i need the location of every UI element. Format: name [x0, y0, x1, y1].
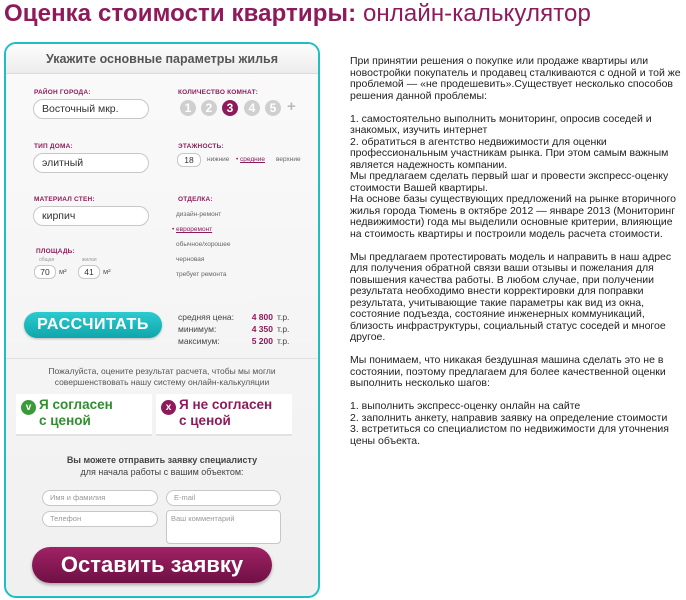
floor-label: ЭТАЖНОСТЬ:: [178, 143, 224, 150]
article-paragraph-3: Мы предлагаем протестировать модель и направить в наш адрес для получения обратной связи ваши отзывы и пожелания для повышения качества работы. В любом случае, при получении результата необходимо внести корректировки для поправки результата, учитывающие такие параметры как вид из окна, состояние подъезда, состояние инженерных коммуникаций, близость инфраструктуры, социальный статус соседей и многое другое.: [350, 250, 672, 343]
finish-option-needs-repair[interactable]: требует ремонта: [176, 271, 227, 278]
price-min-value: 4 350: [251, 324, 273, 334]
selected-dot-icon: •: [236, 156, 239, 163]
page-title: [4, 0, 684, 30]
submit-request-button[interactable]: Оставить заявку: [32, 547, 272, 583]
calculator-heading: Укажите основные параметры жилья: [6, 44, 318, 74]
price-max-unit: т.р.: [277, 336, 290, 346]
price-max-value: 5 200: [251, 336, 273, 346]
cross-icon: x: [161, 400, 176, 415]
floor-option-middle[interactable]: средние: [240, 156, 265, 163]
phone-input[interactable]: Телефон: [42, 511, 158, 527]
price-avg-value: 4 800: [251, 312, 273, 322]
calculate-button[interactable]: РАССЧИТАТЬ: [24, 312, 162, 338]
email-input[interactable]: E-mail: [166, 490, 281, 506]
finish-option-design[interactable]: дизайн-ремонт: [176, 211, 222, 218]
price-min-unit: т.р.: [277, 324, 290, 334]
floor-option-low[interactable]: нижние: [207, 156, 230, 163]
comment-textarea[interactable]: Ваш комментарий: [166, 510, 281, 544]
wall-material-label: МАТЕРИАЛ СТЕН:: [34, 196, 95, 203]
room-option-2[interactable]: 2: [201, 100, 217, 116]
name-input[interactable]: Имя и фамилия: [42, 490, 158, 506]
finish-option-euro[interactable]: евроремонт: [176, 226, 213, 233]
rooms-label: КОЛИЧЕСТВО КОМНАТ:: [178, 89, 259, 96]
wall-material-input[interactable]: кирпич: [33, 206, 149, 226]
finish-label: ОТДЕЛКА:: [178, 196, 213, 203]
finish-option-normal[interactable]: обычное/хорошее: [176, 241, 231, 248]
area-total-input[interactable]: 70: [34, 265, 56, 279]
agree-line-2: с ценой: [39, 413, 91, 428]
article-paragraph-4: Мы понимаем, что никакая бездушная машина сделать это не в состоянии, поэтому предлагаем для более качественной оценки выполнить несколько шагов:: [350, 354, 666, 389]
add-room-icon[interactable]: +: [287, 98, 296, 115]
price-avg-label: средняя цена:: [178, 312, 235, 322]
room-option-4[interactable]: 4: [244, 100, 260, 116]
house-type-input[interactable]: элитный: [33, 153, 149, 173]
page-title-bold: Оценка стоимости квартиры:: [4, 0, 357, 27]
disagree-button[interactable]: [156, 394, 292, 436]
house-type-label: ТИП ДОМА:: [34, 143, 73, 150]
request-subtitle: для начала работы с вашим объектом:: [80, 467, 244, 477]
district-label: РАЙОН ГОРОДА:: [34, 89, 91, 96]
floor-input[interactable]: 18: [177, 153, 201, 167]
agree-button[interactable]: [16, 394, 152, 436]
disagree-text: [179, 397, 272, 429]
finish-option-rough[interactable]: черновая: [176, 256, 205, 263]
area-living-input[interactable]: 41: [78, 265, 100, 279]
area-label: ПЛОЩАДЬ:: [36, 248, 75, 255]
room-option-1[interactable]: 1: [180, 100, 196, 116]
price-max-label: максимум:: [178, 336, 220, 346]
room-option-5[interactable]: 5: [265, 100, 281, 116]
floor-option-high[interactable]: верхние: [276, 156, 301, 163]
area-living-label: жилая: [82, 257, 97, 263]
rate-note: Пожалуйста, оцените результат расчета, чтобы мы могли совершенствовать нашу систему онлайн-калькуляции: [48, 366, 276, 387]
price-min-label: минимум:: [178, 324, 217, 334]
area-living-unit: м²: [103, 267, 111, 276]
article-paragraph-1: При принятии решения о покупке или продаже квартиры или новостройки покупатель и продавец сталкиваются с одной и той же проблемой — «не продешевить».Существует несколько способов решения данной проблемы:: [350, 55, 681, 102]
calculator-panel: [4, 42, 320, 598]
check-icon: v: [21, 400, 36, 415]
divider: [6, 358, 318, 359]
area-total-unit: м²: [59, 267, 67, 276]
page-title-light: онлайн-калькулятор: [356, 0, 591, 27]
price-avg-unit: т.р.: [277, 312, 290, 322]
area-total-label: общая: [39, 257, 55, 263]
agree-text: [39, 397, 113, 429]
article-paragraph-5: 1. выполнить экспресс-оценку онлайн на сайте 2. заполнить анкету, направив заявку на определение стоимости 3. встретиться со специалистом по недвижимости для уточнения цены объекта.: [350, 400, 669, 447]
article-paragraph-2: 1. самостоятельно выполнить мониторинг, опросив соседей и знакомых, изучить интернет 2. обратиться в агентство недвижимости для оценки профессиональным участникам рынка. При этом самым важным является надежность компании. Мы предлагаем сделать первый шаг и провести экспресс-оценку стоимости Вашей квартиры. На основе базы существующих предложений на рынке вторичного жилья города Тюмень в октябре 2012 — январе 2013 (Мониторинг недвижимости) года мы выделили основные критерии, влияющие на стоимость квартиры и построили модель расчета стоимости.: [350, 112, 676, 240]
request-title: [16, 454, 308, 478]
agree-line-1: Я согласен: [39, 397, 113, 412]
district-input[interactable]: Восточный мкр.: [33, 99, 149, 119]
article-text: [350, 56, 684, 459]
disagree-line-1: Я не согласен: [179, 397, 273, 412]
room-option-3[interactable]: 3: [222, 100, 238, 116]
request-title-main: Вы можете отправить заявку специалисту: [66, 455, 258, 465]
disagree-line-2: с ценой: [179, 413, 231, 428]
selected-dot-icon: •: [172, 226, 175, 233]
